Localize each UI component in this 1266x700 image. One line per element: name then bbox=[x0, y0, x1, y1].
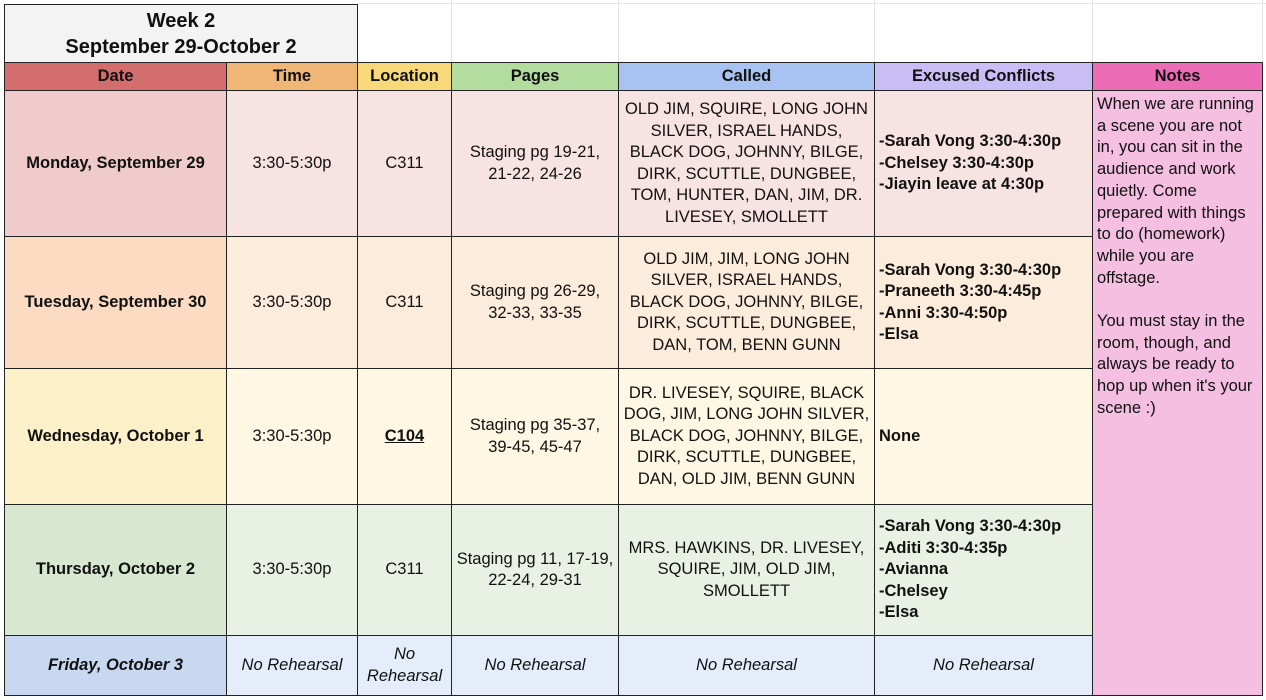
header-notes[interactable]: Notes bbox=[1093, 62, 1263, 91]
conflict-entry: -Jiayin leave at 4:30p bbox=[879, 175, 1045, 194]
row-pages-cell[interactable]: Staging pg 19-21, 21-22, 24-26 bbox=[452, 91, 619, 237]
conflict-entry: -Chelsey 3:30-4:30p bbox=[879, 153, 1034, 172]
gridline bbox=[358, 3, 1266, 4]
row-conflicts-cell[interactable]: No Rehearsal bbox=[875, 636, 1093, 696]
row-location-cell[interactable]: No Rehearsal bbox=[358, 636, 452, 696]
header-excused-conflicts[interactable]: Excused Conflicts bbox=[875, 62, 1093, 91]
row-time-cell[interactable]: No Rehearsal bbox=[227, 636, 358, 696]
row-called-cell[interactable]: OLD JIM, SQUIRE, LONG JOHN SILVER, ISRAEL HANDS, BLACK DOG, JOHNNY, BILGE, DIRK, SCUTTLE, DUNGBEE, TOM, HUNTER, DAN, JIM, DR. LIVESEY, SMOLLETT bbox=[619, 91, 875, 237]
notes-cell[interactable] bbox=[1093, 91, 1263, 696]
week-date-range: September 29-October 2 bbox=[65, 35, 297, 58]
row-time-cell[interactable]: 3:30-5:30p bbox=[227, 505, 358, 636]
header-time[interactable]: Time bbox=[227, 62, 358, 91]
row-date-cell[interactable]: Friday, October 3 bbox=[4, 636, 227, 696]
row-location-cell[interactable]: C311 bbox=[358, 505, 452, 636]
conflict-entry: None bbox=[879, 426, 921, 445]
row-pages-cell[interactable]: Staging pg 35-37, 39-45, 45-47 bbox=[452, 369, 619, 505]
row-pages-cell[interactable]: Staging pg 26-29, 32-33, 33-35 bbox=[452, 237, 619, 369]
header-date[interactable]: Date bbox=[4, 62, 227, 91]
row-time-cell[interactable]: 3:30-5:30p bbox=[227, 369, 358, 505]
conflict-entry: -Praneeth 3:30-4:45p bbox=[879, 282, 1042, 300]
row-called-cell[interactable]: MRS. HAWKINS, DR. LIVESEY, SQUIRE, JIM, OLD JIM, SMOLLETT bbox=[619, 505, 875, 636]
conflict-entry: -Sarah Vong 3:30-4:30p bbox=[879, 132, 1062, 151]
gridline bbox=[1262, 0, 1263, 62]
row-pages-cell[interactable]: No Rehearsal bbox=[452, 636, 619, 696]
notes-paragraph: When we are running a scene you are not in, you can sit in the audience and work quietly. Come prepared with things to do (homework) while you are offstage. bbox=[1097, 95, 1254, 287]
conflict-entry: -Sarah Vong 3:30-4:30p bbox=[879, 260, 1062, 279]
week-title-cell[interactable] bbox=[4, 4, 358, 62]
conflict-entry: -Aditi 3:30-4:35p bbox=[879, 538, 1008, 557]
row-time-cell[interactable]: 3:30-5:30p bbox=[227, 91, 358, 237]
row-location-cell[interactable]: C311 bbox=[358, 91, 452, 237]
header-location[interactable]: Location bbox=[358, 62, 452, 91]
row-date-cell[interactable]: Thursday, October 2 bbox=[4, 505, 227, 636]
gridline bbox=[874, 0, 875, 62]
row-conflicts-cell[interactable] bbox=[875, 369, 1093, 505]
row-location-cell[interactable]: C104 bbox=[358, 369, 452, 505]
conflict-entry: -Sarah Vong 3:30-4:30p bbox=[879, 517, 1062, 536]
gridline bbox=[451, 0, 452, 62]
gridline bbox=[618, 0, 619, 62]
row-date-cell[interactable]: Tuesday, September 30 bbox=[4, 237, 227, 369]
row-date-cell[interactable]: Wednesday, October 1 bbox=[4, 369, 227, 505]
header-called[interactable]: Called bbox=[619, 62, 875, 91]
row-time-cell[interactable]: 3:30-5:30p bbox=[227, 237, 358, 369]
row-conflicts-cell[interactable] bbox=[875, 91, 1093, 237]
row-date-cell[interactable]: Monday, September 29 bbox=[4, 91, 227, 237]
week-title: Week 2 bbox=[146, 9, 216, 32]
gridline bbox=[1092, 0, 1093, 62]
conflict-entry: -Elsa bbox=[879, 325, 919, 343]
row-called-cell[interactable]: No Rehearsal bbox=[619, 636, 875, 696]
notes-paragraph: You must stay in the room, though, and always be ready to hop up when it's your scene :) bbox=[1097, 312, 1253, 417]
conflict-entry: -Anni 3:30-4:50p bbox=[879, 303, 1008, 322]
row-conflicts-cell[interactable] bbox=[875, 505, 1093, 636]
header-pages[interactable]: Pages bbox=[452, 62, 619, 91]
row-pages-cell[interactable]: Staging pg 11, 17-19, 22-24, 29-31 bbox=[452, 505, 619, 636]
conflict-entry: -Elsa bbox=[879, 603, 919, 622]
conflict-entry: -Chelsey bbox=[879, 581, 948, 600]
row-conflicts-cell[interactable] bbox=[875, 237, 1093, 369]
row-called-cell[interactable]: OLD JIM, JIM, LONG JOHN SILVER, ISRAEL HANDS, BLACK DOG, JOHNNY, BILGE, DIRK, SCUTTLE, DUNGBEE, DAN, TOM, BENN GUNN bbox=[619, 237, 875, 369]
row-location-cell[interactable]: C311 bbox=[358, 237, 452, 369]
conflict-entry: -Avianna bbox=[879, 560, 949, 579]
row-called-cell[interactable]: DR. LIVESEY, SQUIRE, BLACK DOG, JIM, LONG JOHN SILVER, BLACK DOG, JOHNNY, BILGE, DIRK, SCUTTLE, DUNGBEE, DAN, OLD JIM, BENN GUNN bbox=[619, 369, 875, 505]
